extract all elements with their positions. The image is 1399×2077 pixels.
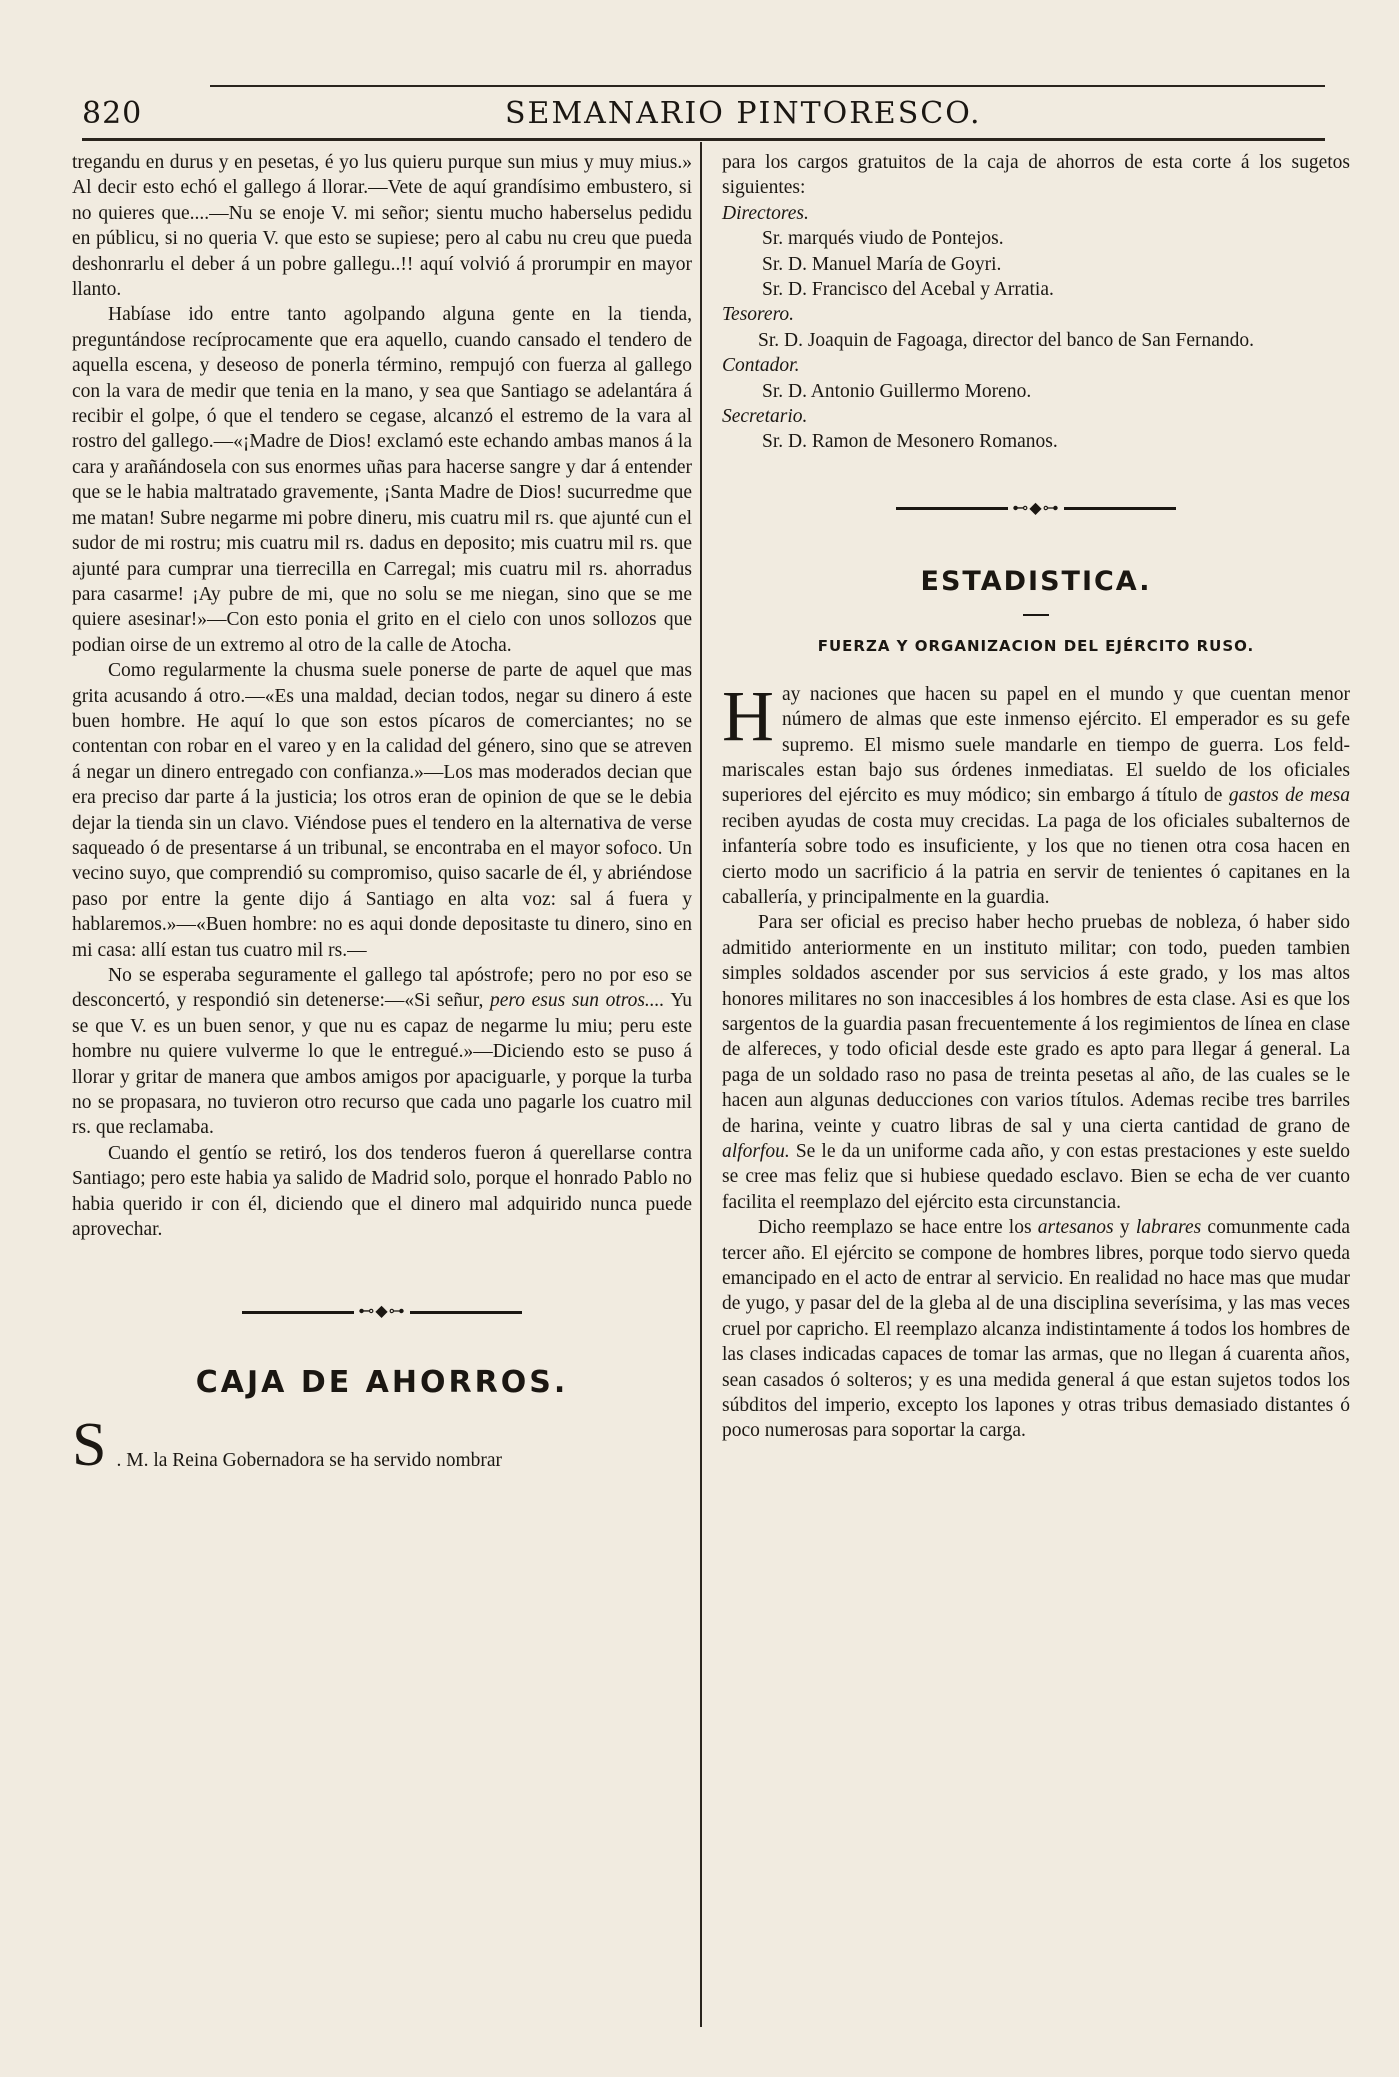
page-number: 820 <box>82 96 143 131</box>
text-run: Para ser oficial es preciso haber hecho pruebas de nobleza, ó haber sido admitido anteriormente en un instituto militar; con todo, pueden tambien simples soldados ascender por sus servicios á este grado, y los mas altos honores militares no son inaccesibles á los hombres de esta clase. Asi es que los sargentos de la guardia pasan frecuentemente á los regimientos de línea en clase de alfereces, y todo oficial desde este grado es apto para llegar á general. La paga de un soldado raso no pasa de treinta pesetas al año, de las cuales se le hacen aun algunas deducciones con varios títulos. Ademas recibe tres barriles de harina, veinte y cuatro libras de sal y una cierta cantidad de grano de <box>722 912 1350 1137</box>
accountant-name: Sr. D. Antonio Guillermo Moreno. <box>762 380 1032 402</box>
secretary-heading: Secretario. <box>722 406 808 428</box>
directors-heading: Directores. <box>722 202 809 224</box>
paragraph: tregandu en durus y en pesetas, é yo lus quieru purque sun mius y muy mius.» Al decir esto echó el gallego á llorar.—Vete de aquí grandísimo embustero, si no quieres que....—Nu se enoje V. mi señor; sientu mucho haberselus pedidu en públicu, si no queria V. que esto se supiese; pero al cabu nu creu que pueda deshonrarlu el deber á un pobre gallegu..!! aquí volvió á prorumpir en mayor llanto. <box>72 152 692 301</box>
paragraph: para los cargos gratuitos de la caja de ahorros de esta corte á los sugetos siguientes: <box>722 152 1350 199</box>
text-run: Dicho reemplazo se hace entre los <box>758 1217 1032 1239</box>
paragraph: Habíase ido entre tanto agolpando alguna gente en la tienda, preguntándose recíprocamente que era aquello, cuando cansado el tendero de aquella escena, y deseoso de ponerla término, rempujó con fuerza al gallego con la vara de medir que tenia en la mano, y sea que Santiago se adelantára á recibir el golpe, ó que el tendero se cegase, alcanzó el estremo de la vara al rostro del gallego.—«¡Madre de Dios! exclamó este echando ambas manos á la cara y arañándosela con sus enormes uñas para hacerse sangre y dar á entender que se le habia maltratado gravemente, ¡Santa Madre de Dios! sucurredme que me matan! Subre negarme mi pobre dineru, mis cuatru mil rs. que ajunté cun el sudor de mi rostru; mis cuatru mil rs. dadus en deposito; mis cuatru mil rs. que ajunté para cumprar una tierrecilla en Carregal; mis cuatru mil rs. ahorradus para casarme! ¡Ay pubre de mi, que no solu se me niegan, sino que se me quiere asesinar!»—Con esto ponia el grito en el cielo con unos sollozos que podian oirse de un extremo al otro de la calle de Atocha. <box>72 304 692 656</box>
section-lead-text: . M. la Reina Gobernadora se ha servido nombrar <box>116 1449 503 1471</box>
ornament-knot: ⊷◆⊶ <box>358 1303 406 1321</box>
section-lead <box>72 1410 692 1479</box>
italic-text: labrares <box>1135 1217 1202 1239</box>
ornament-line <box>242 1311 354 1314</box>
header-top-rule <box>210 85 1325 87</box>
paragraph <box>72 963 692 1141</box>
director-name: Sr. marqués viudo de Pontejos. <box>762 228 1004 250</box>
ornament-line <box>1064 507 1176 510</box>
ornament-divider <box>72 1302 692 1322</box>
ornament-line <box>896 507 1008 510</box>
paragraph: Cuando el gentío se retiró, los dos tenderos fueron á querellarse contra Santiago; pero este habia ya salido de Madrid solo, porque el honrado Pablo no habia querido ir con él, diciendo que el dinero mal adquirido nunca puede aprovechar. <box>72 1142 692 1241</box>
running-title: SEMANARIO PINTORESCO. <box>505 96 982 131</box>
drop-cap: S <box>72 1410 107 1479</box>
ornament-line <box>410 1311 522 1314</box>
paragraph <box>722 682 1350 911</box>
paragraph: Como regularmente la chusma suele ponerse de parte de aquel que mas grita acusando á otro.—«Es una maldad, decian todos, negar su dinero á este buen hombre. He aquí lo que son estos pícaros de comerciantes; no se contentan con robar en el vareo y en la calidad del género, sino que se atreven á negar un dinero entregado con confianza.»—Los mas moderados decian que era preciso dar parte á la justicia; los otros eran de opinion de que se le debia dejar la tienda sin un clavo. Viéndose pues el tendero en la alternativa de verse saqueado ó de presentarse á un tribunal, se encontraba en el mayor sofoco. Un vecino suyo, que comprendió su compromiso, quiso sacarle de él, y abriéndose paso por entre la gente dijo á Santiago en alta voz: sal á fuera y hablaremos.»—«Buen hombre: no es aqui donde depositaste tu dinero, sino en mi casa: allí estan tus cuatro mil rs.— <box>72 660 692 961</box>
section-title-estadistica: ESTADISTICA. <box>920 565 1152 597</box>
section-title-caja-de-ahorros: CAJA DE AHORROS. <box>195 1365 569 1401</box>
secretary-name: Sr. D. Ramon de Mesonero Romanos. <box>762 431 1058 453</box>
text-run: Se le da un uniforme cada año, y con estas prestaciones y este sueldo se cree mas feliz que si hubiese quedado esclavo. Bien se echa de ver cuanto facilita el reemplazo del ejército esta circunstancia. <box>722 1141 1350 1213</box>
column-divider <box>700 142 702 2027</box>
paragraph <box>722 910 1350 1215</box>
left-column <box>72 150 693 1479</box>
text-run: comunmente cada tercer año. El ejército se compone de hombres libres, porque todo siervo queda emancipado en el acto de entrar al servicio. En realidad no hace mas que mudar de yugo, y pasar del de la gleba al de una disciplina severísima, y las mas veces cruel por capricho. El reemplazo alcanza indistintamente á todos los hombres de las clases indicadas capaces de tomar las armas, que no llegan á cuarenta años, sean casados ó solteros; y es una medida general á que estan sujetos todos los súbditos del imperio, excepto los lapones y otras tribus demasiado distantes ó poco numerosas para soportar la carga. <box>722 1217 1351 1442</box>
director-name: Sr. D. Francisco del Acebal y Arratia. <box>762 279 1054 301</box>
italic-text: alforfou. <box>722 1141 790 1162</box>
text-run: No se esperaba seguramente el gallego tal apóstrofe; pero no por eso se desconcertó, y respondió sin detenerse:—«Si señur, <box>72 965 692 1012</box>
paragraph <box>722 1215 1350 1444</box>
director-name: Sr. D. Manuel María de Goyri. <box>762 253 1002 275</box>
text-run: y <box>1119 1217 1130 1239</box>
right-column <box>722 150 1350 1444</box>
subsection-title: FUERZA Y ORGANIZACION DEL EJÉRCITO RUSO. <box>817 637 1255 656</box>
treasurer-name: Sr. D. Joaquin de Fagoaga, director del banco de San Fernando. <box>758 329 1255 351</box>
treasurer-heading: Tesorero. <box>722 304 795 326</box>
italic-text: pero esus sun otros.... <box>490 990 665 1012</box>
italic-text: gastos de mesa <box>1228 785 1350 807</box>
text-run: ay naciones que hacen su papel en el mundo y que cuentan menor número de almas que este inmenso ejército. El emperador es su gefe supremo. El mismo suele mandarle en tiempo de guerra. Los feld-mariscales estan bajo sus órdenes inmediatas. El sueldo de los oficiales superiores del ejército es muy módico; sin embargo á título de <box>722 683 1350 807</box>
text-run: Yu se que V. es un buen senor, y que nu es capaz de negarme lu miu; peru este hombre nu quiere vulverme lo que le entregué.»—Diciendo esto se puso á llorar y gritar de manera que ambos amigos por apaciguarle, y porque la turba no se propasara, no tuvieron otro recurso que cada uno pagarle los cuatro mil rs. que reclamaba. <box>72 990 693 1139</box>
ornament-knot: ⊷◆⊶ <box>1012 499 1060 517</box>
drop-cap: H <box>722 681 774 756</box>
italic-text: artesanos <box>1037 1217 1114 1239</box>
header-rule <box>82 138 1325 141</box>
accountant-heading: Contador. <box>722 355 800 377</box>
text-run: reciben ayudas de costa muy crecidas. La paga de los oficiales subalternos de infantería sobre todo es insuficiente, y los que no tienen otra cosa hacen en cierto modo un sacrificio á la patria en servir de tenientes ó capitanes en la caballería, y principalmente en la guardia. <box>722 810 1350 908</box>
short-rule <box>1023 614 1049 616</box>
ornament-divider <box>722 499 1350 519</box>
article-body <box>722 682 1350 911</box>
